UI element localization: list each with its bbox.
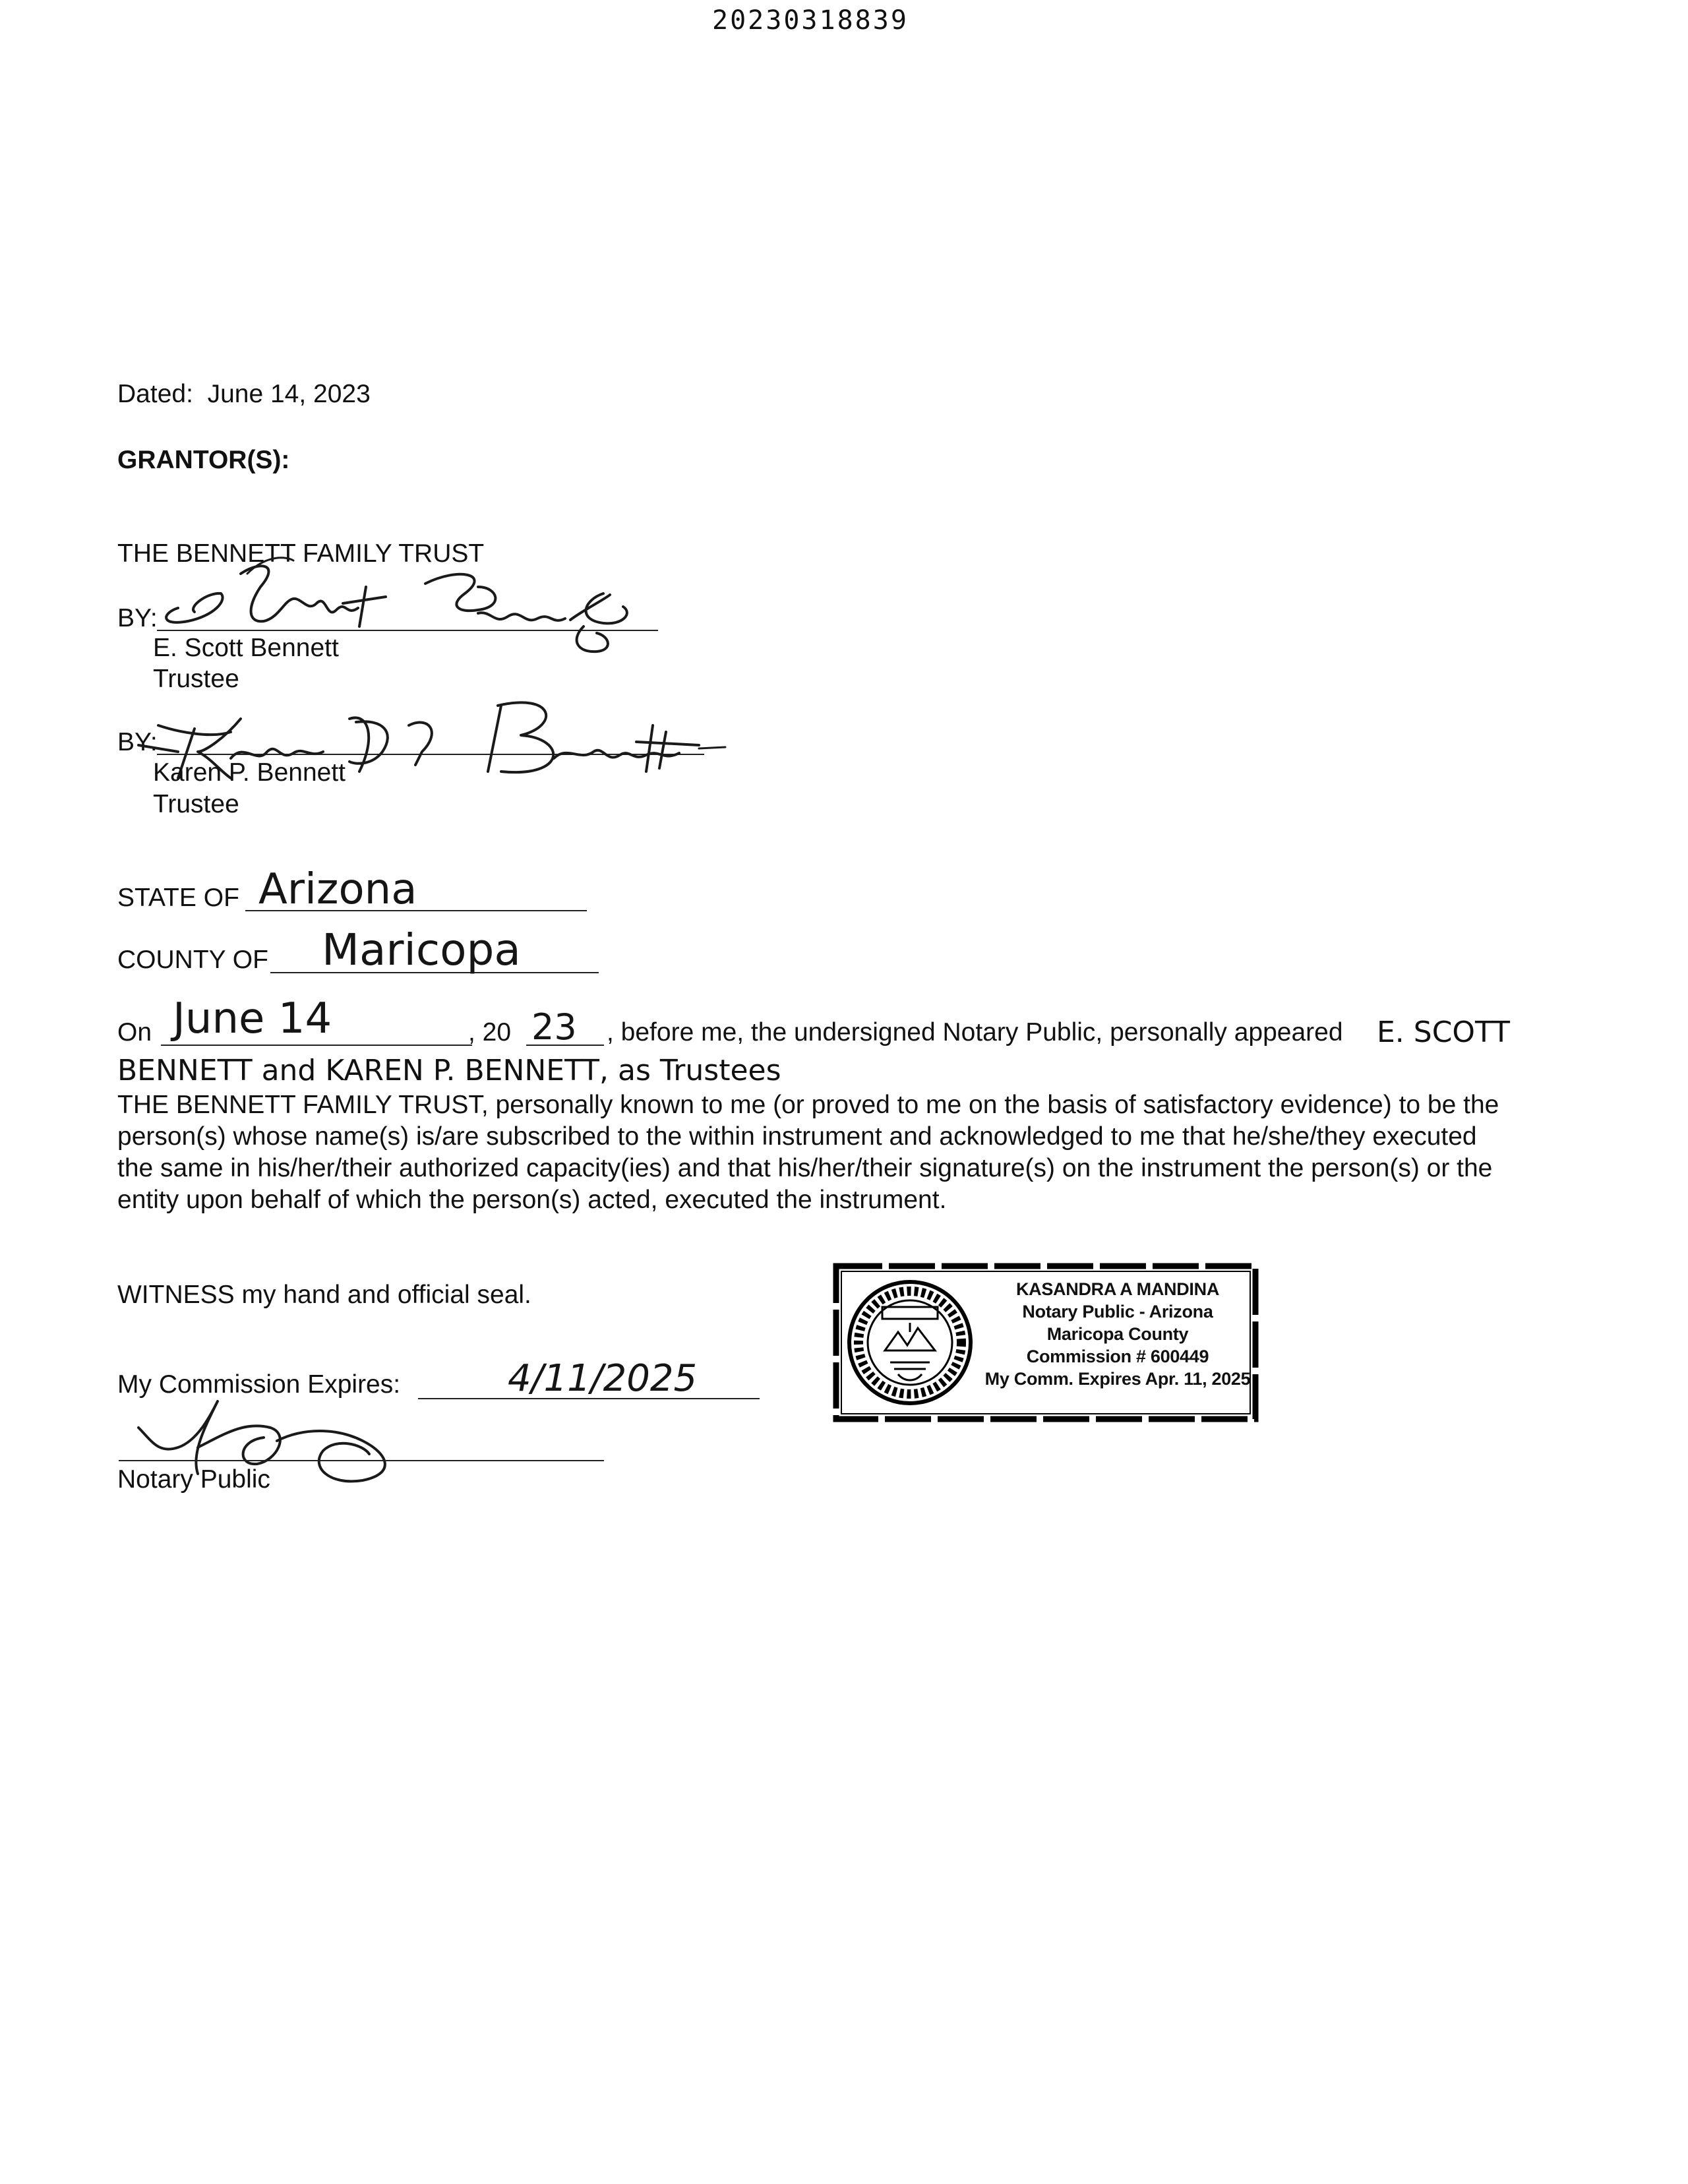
ack-text-after-year: , before me, the undersigned Notary Public, personally appeared: [607, 1018, 1343, 1046]
notary-public-label: Notary Public: [117, 1465, 270, 1494]
grantors-heading: GRANTOR(S):: [117, 446, 290, 474]
ack-body-line-4: entity upon behalf of which the person(s) acted, executed the instrument.: [117, 1186, 947, 1214]
commission-value: 4/11/2025: [508, 1357, 698, 1400]
state-seal-icon: [844, 1277, 976, 1409]
ack-appeared-names-line2: BENNETT and KAREN P. BENNETT, as Trustees: [117, 1054, 781, 1087]
state-label: STATE OF: [117, 884, 239, 912]
signatory-2-name: Karen P. Bennett: [153, 758, 346, 787]
signatory-2-by-label: BY:: [117, 728, 158, 756]
ack-year-handwritten: 23: [531, 1006, 577, 1048]
ack-appeared-names-line1: E. SCOTT: [1377, 1016, 1511, 1049]
notary-stamp: [831, 1259, 1261, 1426]
signatory-1-name: E. Scott Bennett: [153, 634, 339, 662]
ack-date-line: [161, 1045, 472, 1046]
notary-commission-expiry: My Comm. Expires Apr. 11, 2025: [984, 1369, 1251, 1389]
trust-name: THE BENNETT FAMILY TRUST: [117, 539, 485, 568]
acknowledgment-body: [117, 1089, 1594, 1216]
recording-number: 20230318839: [712, 5, 909, 36]
ack-body-line-2: person(s) whose name(s) is/are subscribed to the within instrument and acknowledged to me that he/she/they executed: [117, 1122, 1477, 1151]
notary-signature-line: [119, 1460, 604, 1461]
ack-on-label: On: [117, 1018, 152, 1046]
dated-date: June 14, 2023: [207, 380, 371, 408]
ack-body-line-1: THE BENNETT FAMILY TRUST, personally known to me (or proved to me on the basis of satisfactory evidence) to be the: [117, 1091, 1499, 1119]
state-value: Arizona: [258, 865, 417, 914]
dated-line: [117, 381, 371, 407]
notary-commission-number: Commission # 600449: [1026, 1347, 1209, 1366]
signatory-1-by-label: BY:: [117, 604, 158, 632]
county-value: Maricopa: [322, 925, 521, 975]
notary-name: KASANDRA A MANDINA: [1015, 1279, 1220, 1299]
county-label: COUNTY OF: [117, 946, 268, 974]
witness-statement: WITNESS my hand and official seal.: [117, 1281, 531, 1309]
ack-year-prefix: , 20: [468, 1018, 512, 1046]
commission-label: My Commission Expires:: [117, 1370, 401, 1399]
ack-body-line-3: the same in his/her/their authorized capacity(ies) and that his/her/their signature(s) on the instrument the person(s) or the: [117, 1154, 1493, 1182]
signatory-2-title: Trustee: [153, 790, 239, 818]
notary-title: Notary Public - Arizona: [1022, 1302, 1213, 1321]
ack-date-handwritten: June 14: [173, 994, 332, 1043]
notary-stamp-text: [982, 1278, 1253, 1390]
dated-label: Dated:: [117, 380, 193, 408]
signatory-1-title: Trustee: [153, 665, 239, 693]
notary-county: Maricopa County: [1046, 1324, 1189, 1344]
